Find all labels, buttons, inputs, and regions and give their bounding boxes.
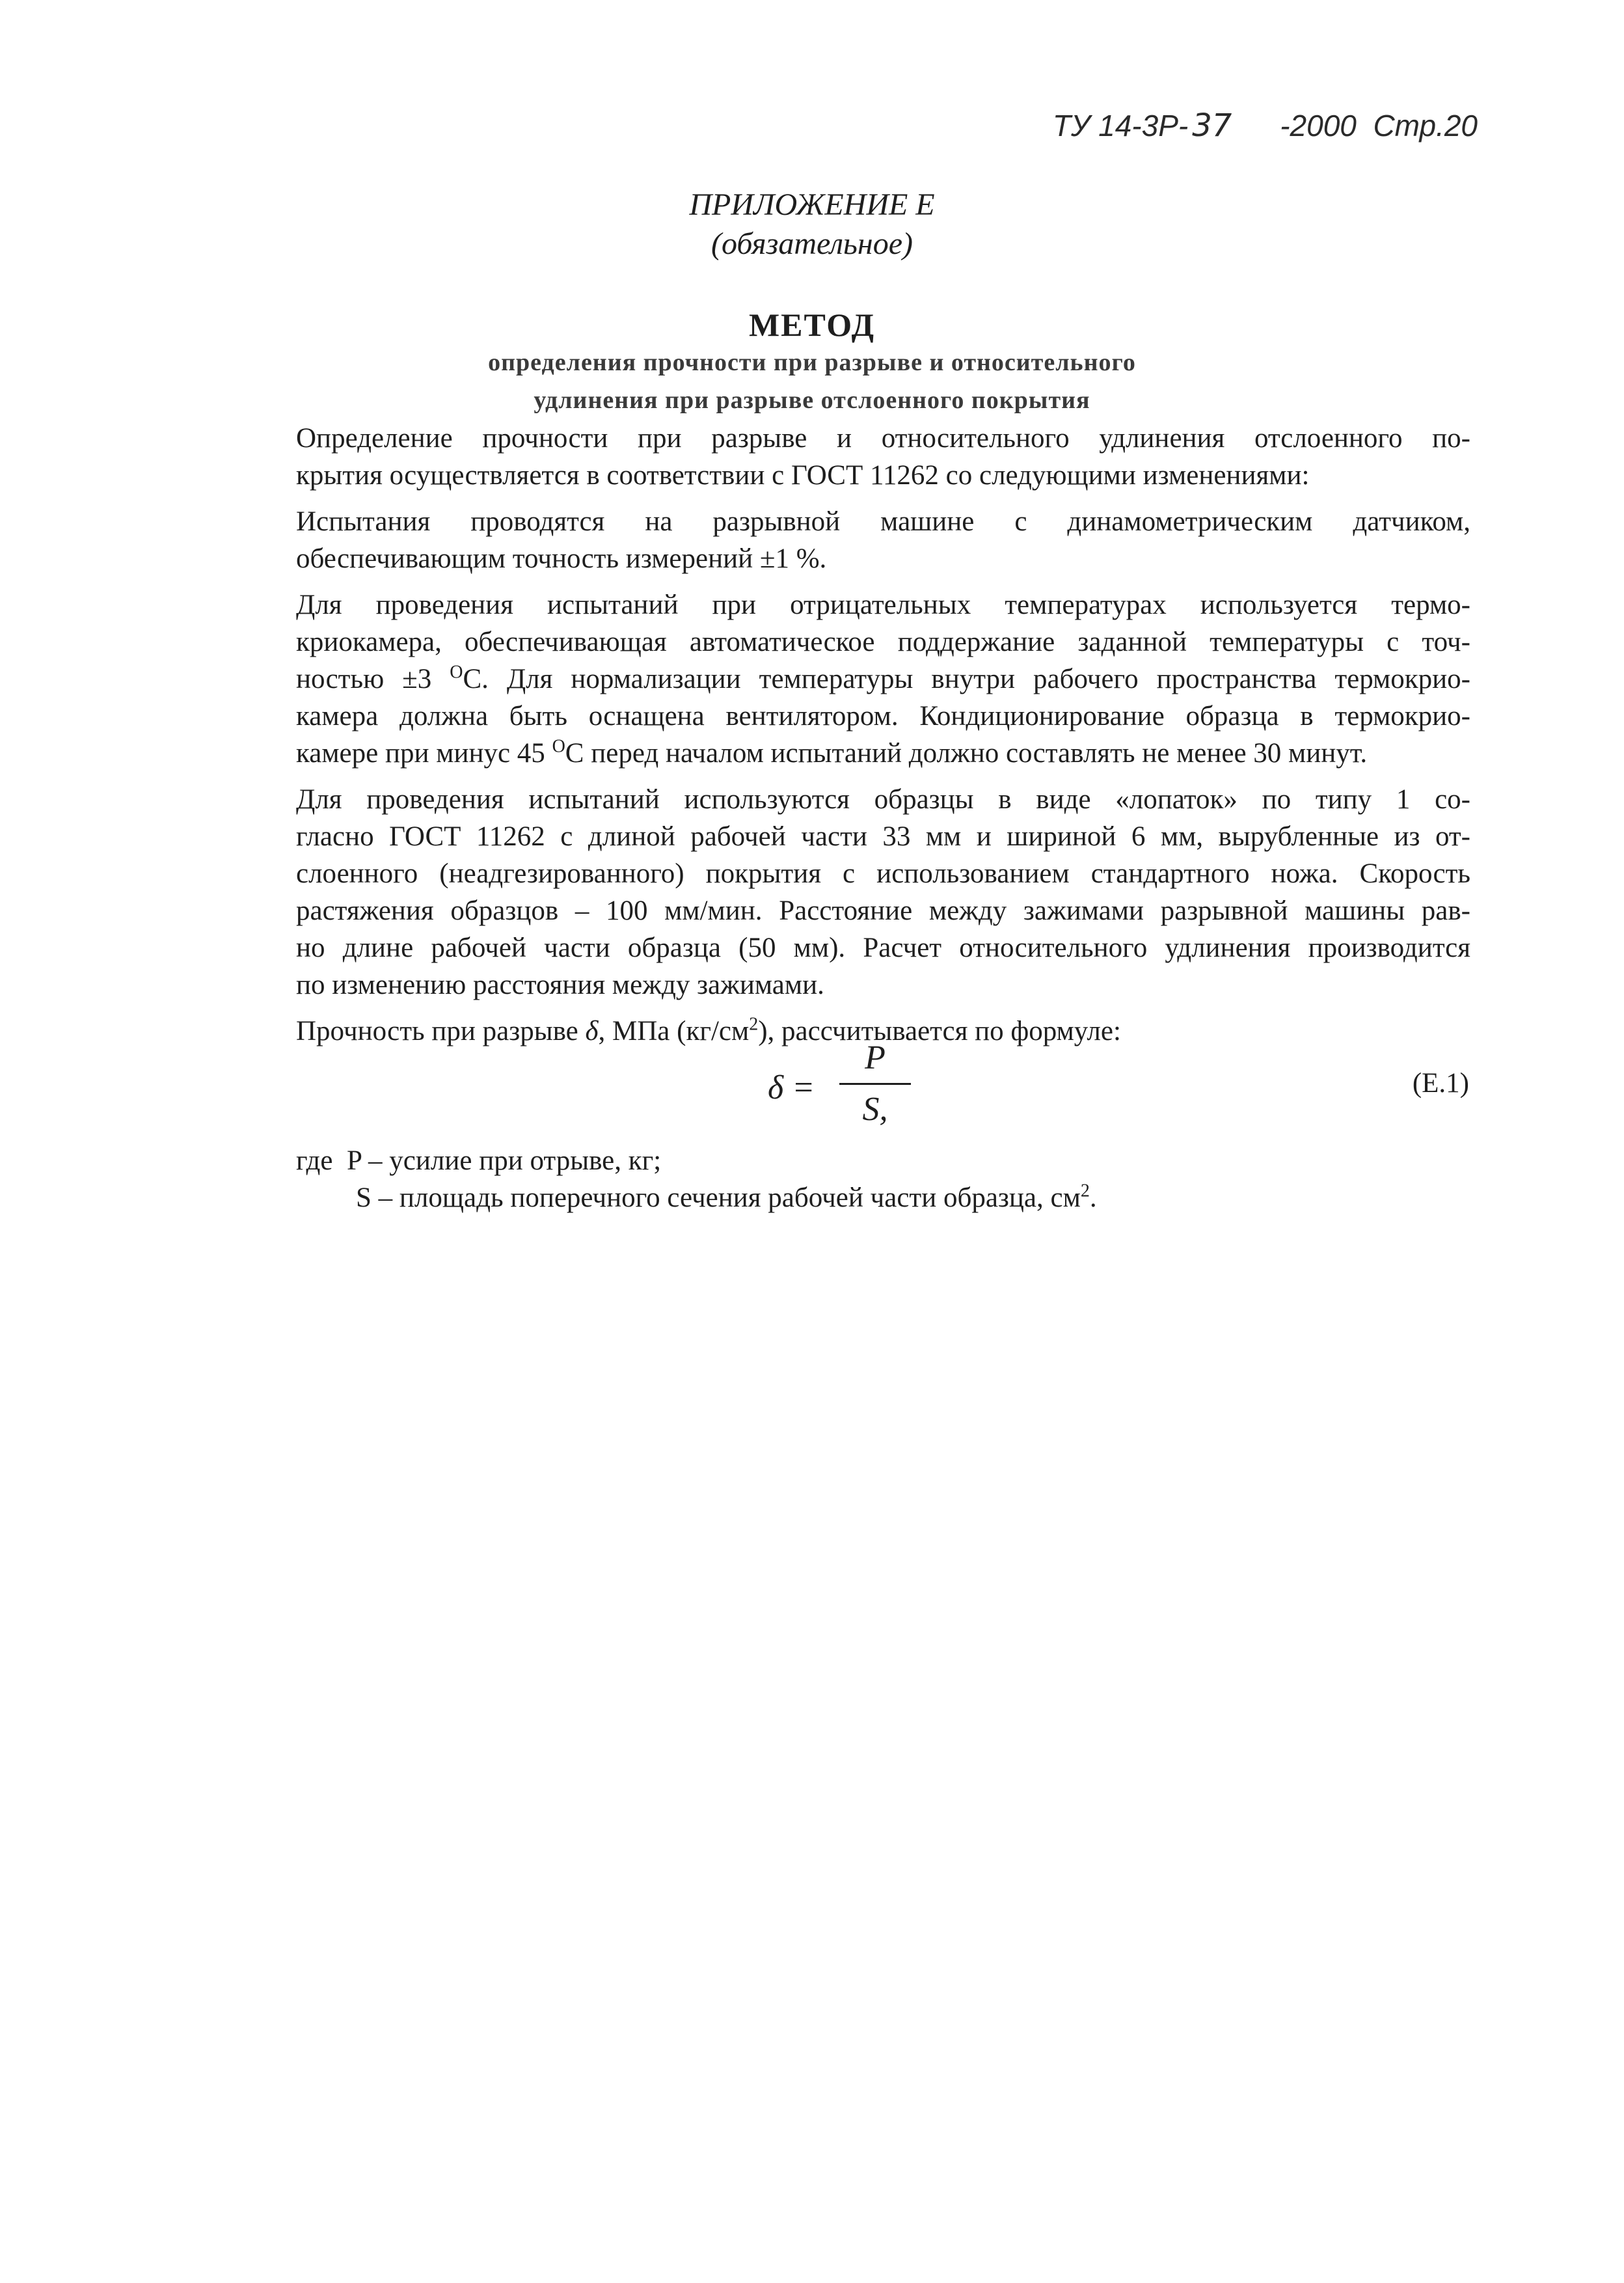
appendix-status: (обязательное)	[711, 226, 913, 261]
formula-fraction	[839, 1035, 911, 1133]
method-subtitle-line1: определения прочности при разрыве и относительного	[488, 349, 1136, 376]
degree-superscript: O	[450, 662, 463, 683]
text-line: Испытания проводятся на разрывной машине с динамометрическим датчиком,	[296, 506, 1470, 537]
doc-year: -2000	[1280, 109, 1357, 143]
where-lead: где	[296, 1145, 333, 1176]
squared-superscript: 2	[749, 1014, 759, 1035]
definition-s	[296, 1179, 1097, 1216]
paragraph-2	[296, 503, 1470, 577]
doc-code: ТУ 14-3Р-	[1052, 109, 1189, 143]
equation-number: (Е.1)	[1412, 1068, 1469, 1099]
paragraph-1	[296, 420, 1470, 494]
fraction-bar	[839, 1083, 911, 1085]
formula-denominator: S,	[862, 1091, 888, 1128]
text-line: камера должна быть оснащена вентилятором. Кондиционирование образца в термокрио-	[296, 701, 1470, 731]
text-span: С перед началом испытаний должно составлять не менее 30 минут.	[565, 738, 1368, 769]
document-header	[1053, 107, 1478, 144]
paragraph-3	[296, 586, 1470, 772]
text-line: слоенного (неадгезированного) покрытия с использованием стандартного ножа. Скорость	[296, 858, 1470, 889]
text-line: но длине рабочей части образца (50 мм). Расчет относительного удлинения производится	[296, 933, 1470, 963]
text-line: растяжения образцов – 100 мм/мин. Расстояние между зажимами разрывной машины рав-	[296, 895, 1470, 926]
formula-numerator: P	[865, 1039, 886, 1076]
formula-e1	[768, 1035, 963, 1139]
text-line: по изменению расстояния между зажимами.	[296, 970, 824, 1000]
text-line: обеспечивающим точность измерений ±1 %.	[296, 543, 827, 574]
paragraph-4	[296, 781, 1470, 1004]
text-line	[296, 420, 1470, 457]
text-line	[296, 735, 1470, 772]
doc-number-handwritten: 37	[1192, 107, 1232, 144]
squared-superscript: 2	[1080, 1181, 1090, 1201]
variable-definitions	[296, 1142, 1097, 1216]
delta-symbol: δ	[585, 1016, 599, 1046]
text-line: Для проведения испытаний при отрицательных температурах используется термо-	[296, 590, 1470, 620]
definition-text: P – усилие при отрыве, кг;	[346, 1145, 662, 1176]
formula-lhs: δ =	[768, 1069, 815, 1106]
text-line: Для проведения испытаний используются образцы в виде «лопаток» по типу 1 со-	[296, 784, 1470, 815]
text-span: ностью ±3	[296, 664, 450, 694]
appendix-title: ПРИЛОЖЕНИЕ Е	[689, 187, 935, 222]
text-span: .	[1089, 1183, 1097, 1213]
body-text	[296, 420, 1470, 1059]
text-line: криокамера, обеспечивающая автоматическое поддержание заданной температуры с точ-	[296, 627, 1470, 657]
text-line: гласно ГОСТ 11262 с длиной рабочей части 33 мм и шириной 6 мм, вырубленные из от-	[296, 821, 1470, 852]
text-span: камере при минус 45	[296, 738, 552, 769]
appendix-heading	[0, 185, 1624, 264]
text-span: С. Для нормализации температуры внутри рабочего пространства термокрио-	[463, 664, 1470, 694]
definition-p	[296, 1142, 1097, 1179]
text-span: ), рассчитывается по формуле:	[758, 1016, 1121, 1046]
text-span: Прочность при разрыве	[296, 1016, 586, 1046]
text-span: , МПа (кг/см	[598, 1016, 750, 1046]
method-heading	[0, 306, 1624, 419]
text-line: крытия осуществляется в соответствии с ГОСТ 11262 со следующими изменениями:	[296, 460, 1310, 491]
method-title: МЕТОД	[748, 307, 876, 343]
text-span: Определение прочности при разрыве и относительного удлинения отслоенного по-	[296, 423, 1470, 454]
method-subtitle-line2: удлинения при разрыве отслоенного покрытия	[534, 387, 1090, 414]
definition-text: S – площадь поперечного сечения рабочей части образца, см	[356, 1183, 1081, 1213]
text-line	[296, 661, 1470, 698]
degree-superscript: O	[552, 736, 565, 757]
page-number: Стр.20	[1373, 109, 1478, 143]
